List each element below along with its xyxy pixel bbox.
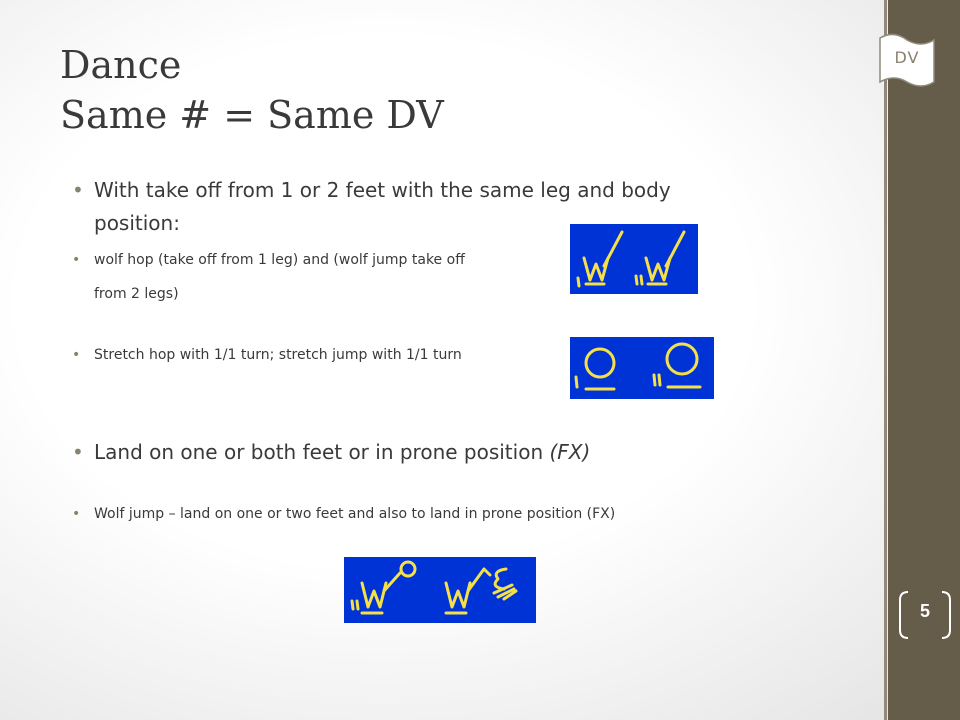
- wolf-jump-symbol-icon: [570, 224, 698, 294]
- bullet-text: Stretch hop with 1/1 turn; stretch jump with 1/1 turn: [94, 347, 462, 363]
- page-number: 5: [919, 601, 930, 621]
- bullet-stretch-hop: [94, 347, 462, 363]
- dv-badge-label: DV: [894, 48, 920, 67]
- title-line-1: Dance: [60, 43, 182, 87]
- title-line-2: Same # = Same DV: [60, 93, 444, 137]
- bullet-wolf-hop-continued: [94, 286, 179, 302]
- bullet-text: Land on one or both feet or in prone position: [94, 440, 550, 464]
- stretch-jump-turn-symbol-icon: [570, 337, 714, 399]
- bullet-wolf-hop: [94, 252, 465, 268]
- sidebar-divider: [884, 0, 887, 720]
- bullet-italic: (FX): [549, 440, 591, 464]
- wolf-jump-landing-symbol-icon: [344, 557, 536, 623]
- bullet-take-off-continued: [94, 211, 180, 235]
- bullet-text: wolf hop (take off from 1 leg) and (wolf jump take off: [94, 252, 465, 268]
- bullet-text: from 2 legs): [94, 286, 179, 302]
- bullet-text: position:: [94, 211, 180, 235]
- bullet-take-off: [94, 178, 671, 202]
- bullet-text: With take off from 1 or 2 feet with the same leg and body: [94, 178, 671, 202]
- bullet-land: [94, 440, 590, 464]
- slide-title: [60, 40, 444, 140]
- bullet-text: Wolf jump – land on one or two feet and also to land in prone position (FX): [94, 506, 616, 522]
- bullet-wolf-jump-land: [94, 506, 615, 522]
